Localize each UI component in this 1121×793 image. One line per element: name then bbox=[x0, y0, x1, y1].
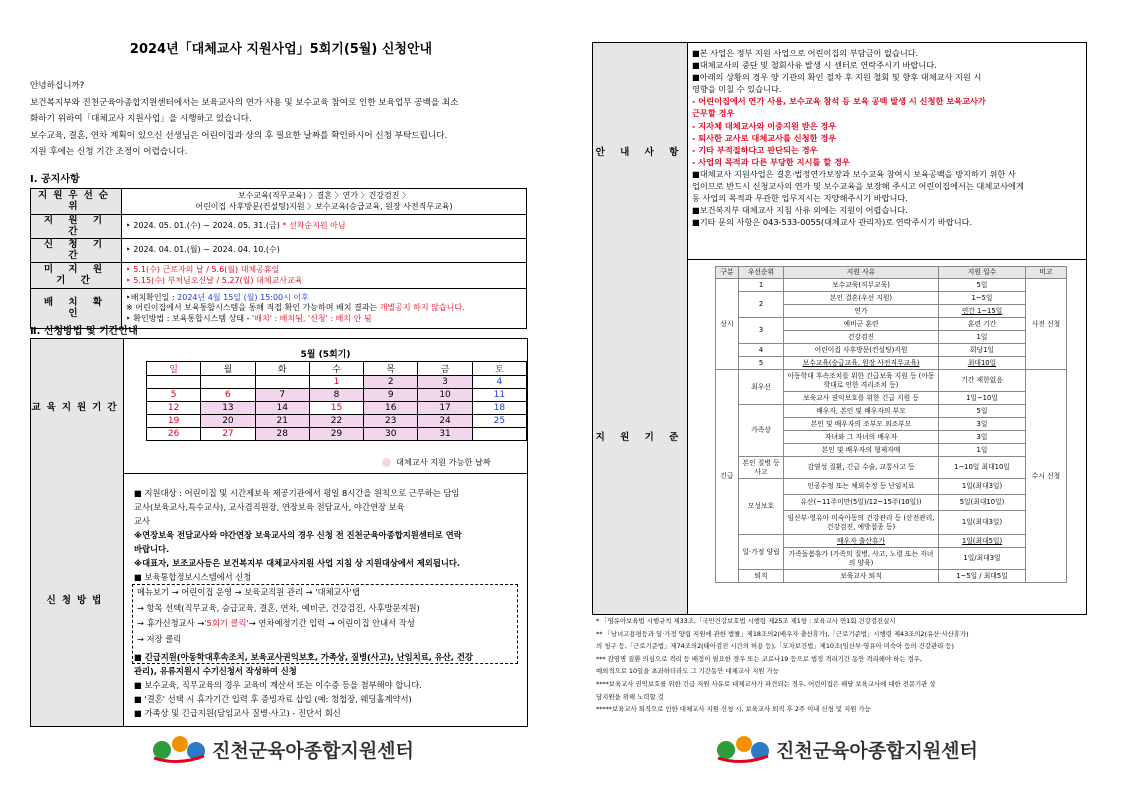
calendar-header bbox=[147, 362, 527, 376]
criteria-days: 1일/최대3일 bbox=[939, 548, 1026, 570]
apply-method-content bbox=[124, 472, 527, 726]
guide-line: 영향을 미칠 수 있습니다. bbox=[692, 84, 782, 95]
intro-line: 보수교육, 결혼, 연차 계획이 있으신 선생님은 어린이집과 상의 후 필요한 날짜를 확인하시어 신청 부탁드립니다. bbox=[30, 130, 448, 141]
weekday: 목 bbox=[364, 362, 418, 376]
apply-method-box bbox=[30, 472, 528, 727]
footnote-line: 예외적으로 10일을 초과하더라도 그 기간동안 대체교사 지원 가능 bbox=[596, 667, 779, 676]
period-label: 지 원 기 간 bbox=[31, 215, 122, 239]
apply-note-line: ■ '결혼' 선택 시 휴가기간 입력 후 증빙자료 삽입 (예: 청첩장, 웨딩홀계약서) bbox=[134, 694, 412, 704]
calendar-day: 4 bbox=[472, 376, 526, 389]
guide-line: ■본 사업은 정부 지원 사업으로 어린이집의 부담금이 없습니다. bbox=[692, 48, 919, 58]
footer-logo-right bbox=[714, 734, 978, 764]
guide-line: ■대체교사 지원사업은 결혼·법정연가보장과 보수교육 참여시 보육공백을 방지하기 위한 사 bbox=[692, 168, 1016, 179]
assign-label: 배 치 확 인 bbox=[31, 289, 122, 329]
criteria-category: 상시 bbox=[716, 279, 739, 370]
apply-method-label: 신청방법 bbox=[31, 472, 124, 726]
criteria-days: 1일 bbox=[939, 331, 1026, 344]
criteria-reason: 배우자, 본인 및 배우자의 부모 bbox=[784, 405, 939, 418]
criteria-reason: 본인 결혼(우선 지원) bbox=[784, 292, 939, 305]
calendar-day: 5 bbox=[147, 389, 201, 402]
guide-label: 안 내 사 항 bbox=[593, 43, 688, 259]
calendar-day: 15 bbox=[309, 402, 363, 415]
apply-period-value: ‣ 2024. 04. 01.(월) ~ 2024. 04. 10.(수) bbox=[122, 239, 527, 263]
footnote-line: * 「영유아보육법 시행규칙 제33조,「국민건강보호법 시행령 제25조 제1항 : 보육교사 연1회 건강검진실시 bbox=[596, 617, 896, 625]
calendar-day: 23 bbox=[364, 415, 418, 428]
criteria-header-row bbox=[716, 267, 1067, 279]
apply-note-line: ■ 긴급지원(아동학대후속조치, 보육교사권익보호, 가족상, 질병(사고), 난임치료, 유산, 건강 bbox=[134, 652, 473, 662]
criteria-label: 지 원 기 준 bbox=[593, 258, 688, 614]
guide-line: ■아래의 상황의 경우 양 기관의 확인 절차 후 지원 철회 및 향후 대체교사 지원 시 bbox=[692, 72, 982, 83]
calendar-day bbox=[201, 376, 255, 389]
criteria-reason: 연가 bbox=[784, 305, 939, 318]
criteria-row bbox=[716, 570, 1067, 583]
criteria-days: 최대10일 bbox=[939, 357, 1026, 370]
guide-box bbox=[592, 42, 1087, 260]
assign-value bbox=[122, 289, 527, 329]
criteria-reason: 어린이집 사후방문(컨설팅)지원 bbox=[784, 344, 939, 357]
priority-value bbox=[122, 189, 527, 215]
criteria-days: 연간 1~15일 bbox=[939, 305, 1026, 318]
footnote-line: *****보육교사 퇴직으로 인한 대체교사 지원 신청 시, 보육교사 퇴직 후 2주 이내 신청 및 지원 가능 bbox=[596, 705, 871, 714]
calendar-day: 10 bbox=[418, 389, 472, 402]
criteria-days: 1일 bbox=[939, 444, 1026, 457]
criteria-days: 훈련 기간 bbox=[939, 318, 1026, 331]
criteria-days: 회당1일 bbox=[939, 344, 1026, 357]
intro-text bbox=[30, 78, 459, 161]
apply-text bbox=[134, 486, 462, 584]
calendar-week bbox=[147, 389, 527, 402]
calendar-day: 1 bbox=[309, 376, 363, 389]
page-title: 2024년「대체교사 지원사업」5회기(5월) 신청안내 bbox=[129, 42, 433, 57]
guide-line: - 사업의 목적과 다른 부당한 지시를 할 경우 bbox=[692, 156, 850, 167]
criteria-reason: 아동학대 후속조치를 위한 긴급보육 지원 등 (아동학대로 인한 격리조치 등) bbox=[784, 370, 939, 392]
center-logo-icon bbox=[150, 734, 208, 764]
criteria-note: 수시 신청 bbox=[1026, 370, 1067, 583]
footnote-line: 의 청구 등,「근로기준법」제74조의2(태아검진 시간의 허용 등),「모자보건법」제10조(임산부·영유아 미숙아 등의 건강관리 등) bbox=[596, 642, 955, 651]
legend-text: 대체교사 지원 가능한 날짜 bbox=[396, 457, 491, 467]
criteria-row bbox=[716, 535, 1067, 548]
calendar-day bbox=[472, 428, 526, 441]
period-value bbox=[122, 215, 527, 239]
criteria-days: 5일(최대10일) bbox=[939, 495, 1026, 511]
criteria-priority: 가족상 bbox=[739, 405, 784, 457]
flow-line: → 항목 선택(직무교육, 승급교육, 결혼, 연차, 예비군, 건강검진, 사후방문지원) bbox=[137, 602, 420, 613]
calendar-day: 16 bbox=[364, 402, 418, 415]
criteria-row bbox=[716, 370, 1067, 392]
calendar-day: 6 bbox=[201, 389, 255, 402]
intro-line: 화하기 위하여「대체교사 지원사업」을 시행하고 있습니다. bbox=[30, 114, 252, 124]
period-dates: ‣ 2024. 05. 01.(수) ~ 2024. 05. 31.(금) bbox=[126, 221, 280, 231]
criteria-header: 구분 bbox=[716, 267, 739, 279]
criteria-priority: 모성보호 bbox=[739, 479, 784, 535]
calendar-day: 3 bbox=[418, 376, 472, 389]
guide-line: - 퇴사한 교사로 대체교사를 신청한 경우 bbox=[692, 132, 837, 143]
calendar-day: 24 bbox=[418, 415, 472, 428]
section2-heading: Ⅱ. 신청방법 및 기간안내 bbox=[30, 326, 138, 337]
footnotes bbox=[596, 615, 1084, 716]
calendar-day: 20 bbox=[201, 415, 255, 428]
guide-content bbox=[688, 43, 1086, 259]
weekday: 화 bbox=[255, 362, 309, 376]
footnote-line: 담지원을 위해 노력할 것 bbox=[596, 692, 664, 701]
apply-line: 교사(보육교사,특수교사), 교사겸직원장, 연장보육 전담교사, 야간연장 보육 bbox=[134, 502, 405, 512]
nosupport-label: 미 지 원 기 간 bbox=[31, 263, 122, 289]
criteria-row bbox=[716, 279, 1067, 292]
assign-date-label: ‣배치확인일 : bbox=[126, 292, 178, 302]
footnote-line: *** 감염병 질환 의심으로 격리 등 배정이 필요한 경우 또는 코로나19 등으로 법정 격리기간 동안 격리해야 하는 경우, bbox=[596, 654, 922, 663]
criteria-header: 우선순위 bbox=[739, 267, 784, 279]
weekday: 월 bbox=[201, 362, 255, 376]
assign-method: ‣ 확인방법 : 보육통합시스템 상태 - bbox=[126, 313, 253, 323]
priority-line: 보수교육(직무교육) 〉결혼 〉연가 〉건강검진 〉 bbox=[237, 191, 411, 200]
calendar-day: 12 bbox=[147, 402, 201, 415]
calendar-week bbox=[147, 402, 527, 415]
criteria-reason: 배우자 출산휴가 bbox=[784, 535, 939, 548]
nosupport-line: ‣ 5.1(수) 근로자의 날 / 5.6(월) 대체공휴일 bbox=[126, 265, 280, 274]
assign-note: ※ 어린이집에서 보육통합시스템을 통해 직접 확인 가능하며 배치 결과는 bbox=[126, 303, 380, 313]
calendar-week bbox=[147, 428, 527, 441]
criteria-priority: 일·가정 양립 bbox=[739, 535, 784, 570]
criteria-reason: 가족돌봄휴가 (가족의 질병, 사고, 노령 또는 자녀의 양육) bbox=[784, 548, 939, 570]
calendar-day bbox=[255, 376, 309, 389]
flow-line: 메뉴보기 → 어린이집 운영 → 보육교직원 관리 → '대체교사'탭 bbox=[137, 587, 360, 597]
calendar-day: 31 bbox=[418, 428, 472, 441]
criteria-reason: 보육교사 권익보호를 위한 긴급 지원 등 bbox=[784, 392, 939, 405]
criteria-days: 1~10일 최대10일 bbox=[939, 457, 1026, 479]
guide-line: 동 사업의 목적과 무관한 업무지시는 지양해주시기 바랍니다. bbox=[692, 193, 908, 204]
calendar-day: 26 bbox=[147, 428, 201, 441]
apply-line: 교사 bbox=[134, 516, 151, 526]
guide-line: 근무할 경우 bbox=[692, 108, 735, 119]
criteria-row bbox=[716, 479, 1067, 495]
criteria-priority: 최우선 bbox=[739, 370, 784, 405]
calendar-day: 30 bbox=[364, 428, 418, 441]
criteria-reason: 본인 및 배우자의 조부모 외조부모 bbox=[784, 418, 939, 431]
criteria-priority: 2 bbox=[739, 292, 784, 318]
guide-line: 업이므로 반드시 신청교사의 연가 및 보수교육을 보장해 주시고 어린이집에서는 대체교사에게 bbox=[692, 181, 1024, 192]
assign-method-red: '배치' : 배치됨, '신청' : 배치 안 됨 bbox=[252, 313, 372, 323]
criteria-category: 긴급 bbox=[716, 370, 739, 583]
weekday: 토 bbox=[472, 362, 526, 376]
criteria-reason: 감염성 질환, 긴급 수술, 교통사고 등 bbox=[784, 457, 939, 479]
apply-line: ※연장보육 전담교사와 야간연장 보육교사의 경우 신청 전 진천군육아종합지원센터로 연락 bbox=[134, 530, 462, 540]
criteria-days: 3일 bbox=[939, 418, 1026, 431]
criteria-note: 사전 신청 bbox=[1026, 279, 1067, 370]
notice-table bbox=[30, 188, 527, 329]
criteria-row bbox=[716, 318, 1067, 331]
criteria-reason: 보육교사 퇴직 bbox=[784, 570, 939, 583]
intro-line: 지원 후에는 신청 기간 조정이 어렵습니다. bbox=[30, 147, 188, 157]
calendar-week bbox=[147, 376, 527, 389]
apply-note-line: ■ 보수교육, 직무교육의 경우 교육비 계산서 또는 이수증 등을 첨부해야 합니다. bbox=[134, 680, 422, 690]
calendar-table bbox=[146, 361, 527, 441]
criteria-row bbox=[716, 457, 1067, 479]
apply-line: ■ 보육통합정보시스템에서 신청 bbox=[134, 572, 252, 582]
criteria-priority: 1 bbox=[739, 279, 784, 292]
criteria-days: 기간 제한없음 bbox=[939, 370, 1026, 392]
calendar-day: 28 bbox=[255, 428, 309, 441]
criteria-row bbox=[716, 292, 1067, 305]
guide-line: ■기타 문의 사항은 043-533-0055(대체교사 관리자)로 연락주시기 바랍니다. bbox=[692, 217, 973, 228]
calendar-day: 17 bbox=[418, 402, 472, 415]
period-note: * 선착순지원 아님 bbox=[279, 221, 346, 231]
flow-highlight: '5회기 클릭' bbox=[204, 618, 249, 628]
criteria-content bbox=[688, 258, 1086, 614]
apply-note-line: ■ 가족상 및 긴급지원(담임교사 질병·사고) - 진단서 회신 bbox=[134, 708, 341, 718]
calendar-day: 29 bbox=[309, 428, 363, 441]
criteria-reason: 인공수정 또는 체외수정 등 난임치료 bbox=[784, 479, 939, 495]
criteria-days: 1일~10일 bbox=[939, 392, 1026, 405]
criteria-days: 3일 bbox=[939, 431, 1026, 444]
criteria-reason: 보수교육(승급교육, 원장 사전직무교육) bbox=[784, 357, 939, 370]
calendar-day: 11 bbox=[472, 389, 526, 402]
apply-period-label: 신 청 기 간 bbox=[31, 239, 122, 263]
calendar-day: 25 bbox=[472, 415, 526, 428]
criteria-reason: 보수교육(직무교육) bbox=[784, 279, 939, 292]
calendar-day: 2 bbox=[364, 376, 418, 389]
intro-line: 안녕하십니까? bbox=[30, 81, 85, 91]
flow-line: → 휴가신청교사 →'5회기 클릭'→ 연차예정기간 입력 → 어린이집 안내서 작성 bbox=[137, 618, 415, 628]
footnote-line: ** 「남녀고용평등과 일·가정 양립 지원에 관한 법률」제18조의2(배우자 출산휴가),「근로기준법」시행령 제43조의2(유산·사산휴가) bbox=[596, 629, 969, 638]
weekday: 일 bbox=[147, 362, 201, 376]
criteria-priority: 본인 질병 등 사고 bbox=[739, 457, 784, 479]
center-logo-icon bbox=[714, 734, 772, 764]
edu-period-box bbox=[30, 338, 528, 474]
apply-line: ※대표자, 보조교사등은 보건복지부 대체교사지원 사업 지침 상 지원대상에서 제외됩니다. bbox=[134, 558, 461, 568]
weekday: 금 bbox=[418, 362, 472, 376]
criteria-days: 5일 bbox=[939, 279, 1026, 292]
guide-line: - 지자체 대체교사와 이중지원 받은 경우 bbox=[692, 120, 837, 131]
calendar-day: 27 bbox=[201, 428, 255, 441]
edu-period-label: 교육지원기간 bbox=[31, 339, 124, 473]
calendar-day: 18 bbox=[472, 402, 526, 415]
calendar-day: 8 bbox=[309, 389, 363, 402]
criteria-row bbox=[716, 405, 1067, 418]
section1-heading: Ⅰ. 공지사항 bbox=[30, 174, 80, 185]
calendar-day: 13 bbox=[201, 402, 255, 415]
flow-line: → 저장 클릭 bbox=[137, 633, 182, 644]
criteria-reason: 자녀와 그 자녀의 배우자 bbox=[784, 431, 939, 444]
criteria-days: 1~5일 / 최대5일 bbox=[939, 570, 1026, 583]
calendar-day: 19 bbox=[147, 415, 201, 428]
calendar-day: 21 bbox=[255, 415, 309, 428]
criteria-priority: 4 bbox=[739, 344, 784, 357]
assign-note-red: 개별공지 하지 않습니다. bbox=[379, 303, 465, 313]
calendar-legend bbox=[382, 457, 491, 468]
guide-line: - 기타 부적절하다고 판단되는 경우 bbox=[692, 144, 818, 155]
priority-label: 지원우선순위 bbox=[31, 189, 122, 215]
footer-logo-left bbox=[150, 734, 414, 764]
criteria-days: 5일 bbox=[939, 405, 1026, 418]
footnote-line: ****보육교사 권익보호를 위한 긴급 지원 사유로 대체교사가 파견되는 경우, 어린이집은 해당 보육교사에 대한 전문기관 상 bbox=[596, 679, 936, 688]
criteria-reason: 임산부·영유아 미숙아동의 건강관리 등 (산전관리, 건강검진, 예방접종 등) bbox=[784, 511, 939, 535]
criteria-priority: 퇴직 bbox=[739, 570, 784, 583]
criteria-header: 지원 사유 bbox=[784, 267, 939, 279]
criteria-days: 1~5일 bbox=[939, 292, 1026, 305]
criteria-priority: 5 bbox=[739, 357, 784, 370]
criteria-row bbox=[716, 357, 1067, 370]
apply-line: 바랍니다. bbox=[134, 544, 170, 554]
criteria-reason: 예비군 훈련 bbox=[784, 318, 939, 331]
weekday: 수 bbox=[309, 362, 363, 376]
criteria-reason: 본인 및 배우자의 형제자매 bbox=[784, 444, 939, 457]
criteria-reason: 유산(~11주미만(5일)/12~15주(10일)) bbox=[784, 495, 939, 511]
criteria-days: 1일(최대3일) bbox=[939, 479, 1026, 495]
calendar-day: 22 bbox=[309, 415, 363, 428]
guide-line: - 어린이집에서 연가 사용, 보수교육 참석 등 보육 공백 발생 시 신청한 보육교사가 bbox=[692, 96, 986, 107]
criteria-box bbox=[592, 258, 1087, 615]
assign-date: 2024년 4월 15일 (월) 15:00시 이후 bbox=[177, 292, 309, 302]
apply-notes bbox=[134, 650, 473, 720]
calendar-day bbox=[147, 376, 201, 389]
center-logo-text: 진천군육아종합지원센터 bbox=[212, 739, 414, 762]
criteria-header: 비고 bbox=[1026, 267, 1067, 279]
criteria-reason: 건강검진 bbox=[784, 331, 939, 344]
nosupport-value bbox=[122, 263, 527, 289]
guide-line: ■대체교사의 중단 및 철회사유 발생 시 센터로 연락주시기 바랍니다. bbox=[692, 60, 937, 71]
calendar-week bbox=[147, 415, 527, 428]
criteria-header: 지원 일수 bbox=[939, 267, 1026, 279]
criteria-priority: 3 bbox=[739, 318, 784, 344]
criteria-row bbox=[716, 344, 1067, 357]
legend-dot-icon bbox=[382, 458, 391, 467]
calendar-day: 9 bbox=[364, 389, 418, 402]
calendar-day: 7 bbox=[255, 389, 309, 402]
apply-note-line: 관리), 유류지원시 수기신청서 작성하여 신청 bbox=[134, 666, 297, 676]
criteria-table bbox=[715, 266, 1067, 583]
criteria-days: 1일(최대5일) bbox=[939, 535, 1026, 548]
calendar-day: 14 bbox=[255, 402, 309, 415]
calendar-title: 5월 (5회기) bbox=[300, 350, 351, 360]
apply-line: ■ 지원대상 : 어린이집 및 시간제보육 제공기관에서 평일 8시간을 원칙으로 근무하는 담임 bbox=[134, 488, 460, 498]
calendar-area bbox=[124, 339, 527, 473]
criteria-days: 1일(최대3일) bbox=[939, 511, 1026, 535]
nosupport-line: ‣ 5.15(수) 부처님오신날 / 5.27(월) 대체교사교육 bbox=[126, 275, 303, 285]
intro-line: 보건복지부와 진천군육아종합지원센터에서는 보육교사의 연가 사용 및 보수교육 참여로 인한 보육업무 공백을 최소 bbox=[30, 97, 459, 108]
center-logo-text: 진천군육아종합지원센터 bbox=[776, 739, 978, 762]
guide-line: ■보건복지부 대체교사 지침 사유 외에는 지원이 어렵습니다. bbox=[692, 205, 908, 216]
priority-line: 어린이집 사후방문(컨설팅)지원 〉보수교육(승급교육, 원장 사전직무교육) bbox=[195, 201, 453, 211]
